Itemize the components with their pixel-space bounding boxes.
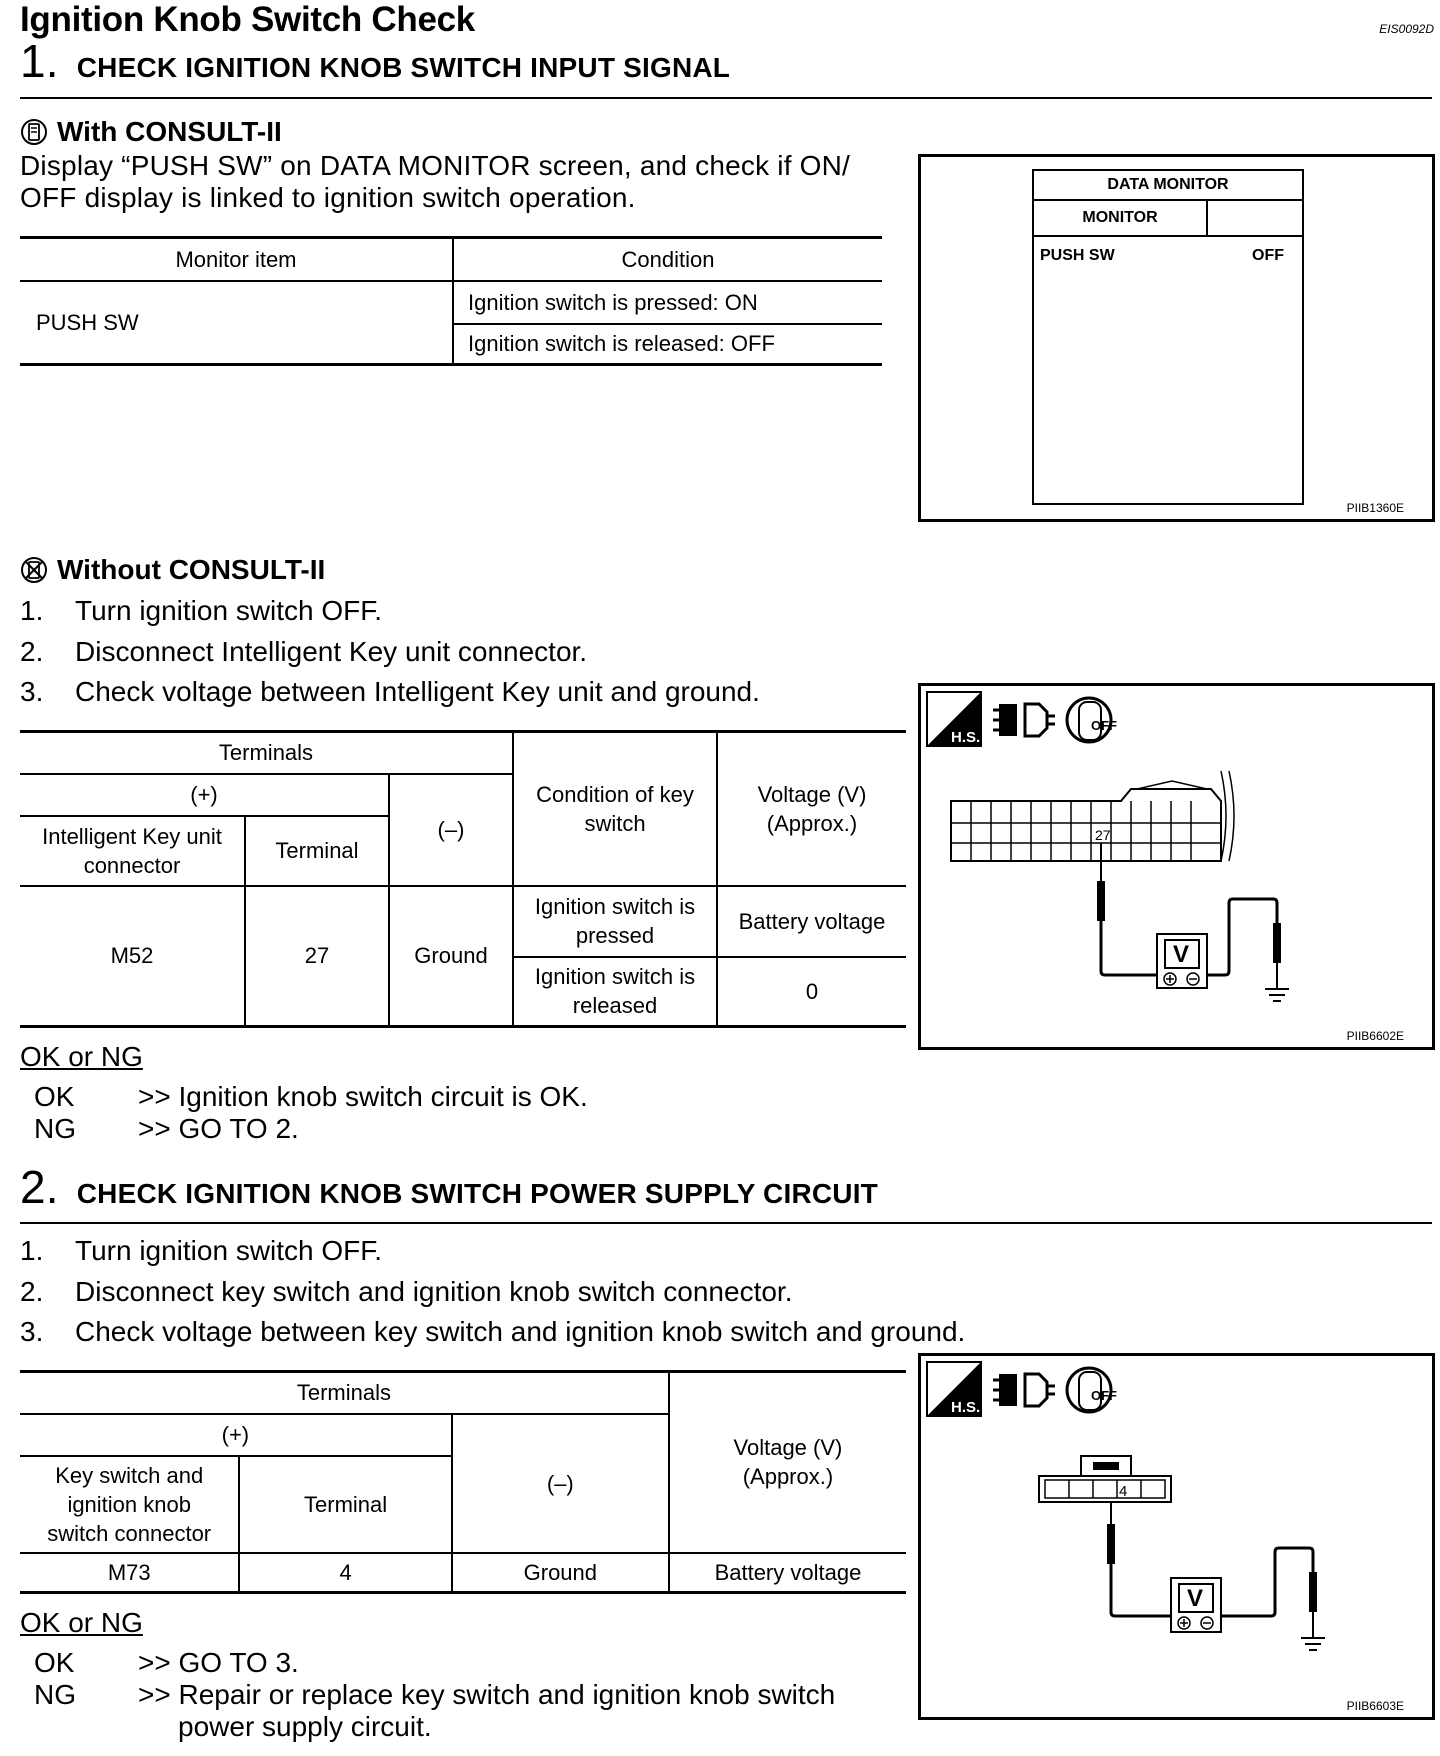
voltage-header-line: Voltage (V)	[733, 1435, 843, 1461]
plus-header: (+)	[20, 1414, 452, 1456]
step-2-rule	[20, 1222, 1432, 1224]
terminals-table-2	[20, 1370, 906, 1594]
step-2-instruction	[20, 1315, 965, 1349]
connector-header-line: switch connector	[47, 1520, 212, 1546]
instruction-number: 3.	[20, 676, 44, 707]
instruction-number: 3.	[20, 1316, 44, 1347]
voltage-header-line: Voltage (V)	[757, 781, 867, 807]
step-2-title: CHECK IGNITION KNOB SWITCH POWER SUPPLY CIRCUIT	[76, 1178, 878, 1209]
plus-header: (+)	[20, 774, 389, 816]
condition-line: pressed	[575, 923, 655, 948]
document-code: EIS0092D	[1379, 22, 1434, 36]
ng-result: >> Repair or replace key switch and ignition knob switch	[138, 1679, 836, 1710]
ng-key: NG	[34, 1679, 76, 1710]
terminals-header: Terminals	[20, 1372, 669, 1414]
minus-header: (–)	[389, 774, 513, 886]
instruction-number: 1.	[20, 1235, 44, 1266]
minus-header: (–)	[452, 1414, 669, 1553]
key-off-icon	[1067, 698, 1117, 742]
voltmeter-label: V	[1187, 1585, 1204, 1612]
condition-line: released	[572, 993, 658, 1019]
monitor-row-value: OFF	[1252, 247, 1284, 264]
condition-pressed: Ignition switch is pressed: ON	[468, 289, 758, 315]
connector-disconnect-icon	[993, 704, 1055, 736]
key-off-label: OFF	[1091, 1388, 1117, 1403]
description-line-1: Display “PUSH SW” on DATA MONITOR screen, and check if ON/	[20, 150, 851, 181]
voltage-pressed: Battery voltage	[738, 908, 886, 934]
instruction-number: 2.	[20, 636, 44, 667]
condition-header	[513, 732, 717, 886]
ok-row	[34, 1081, 588, 1113]
step-2-number: 2.	[20, 1161, 59, 1213]
step-2-heading	[20, 1160, 878, 1214]
condition-line: Ignition switch is	[534, 964, 696, 990]
ng-key: NG	[34, 1113, 76, 1144]
terminal-value: 27	[245, 886, 389, 1027]
key-switch-voltage-figure	[918, 1353, 1435, 1720]
terminal-header: Terminal	[245, 816, 389, 886]
ng-row-continuation: power supply circuit.	[178, 1711, 432, 1742]
instruction-number: 2.	[20, 1276, 44, 1307]
instruction-text: Turn ignition switch OFF.	[75, 1235, 383, 1266]
key-off-label: OFF	[1091, 718, 1117, 733]
ok-row	[34, 1647, 299, 1679]
terminals-header: Terminals	[20, 732, 513, 774]
voltage-header	[669, 1372, 906, 1553]
step-1-heading	[20, 34, 730, 88]
monitor-item-value: PUSH SW	[20, 281, 453, 365]
voltmeter-icon	[1171, 1578, 1221, 1632]
voltage-header	[717, 732, 906, 886]
with-consult-description	[20, 150, 900, 214]
voltage-header-line: (Approx.)	[742, 1464, 834, 1490]
with-consult-heading	[20, 116, 282, 148]
condition-pressed-cell	[513, 886, 717, 957]
connector-header-line: Intelligent Key unit	[42, 823, 222, 849]
condition-header-line: switch	[584, 810, 646, 836]
instruction-text: Disconnect key switch and ignition knob switch connector.	[75, 1276, 793, 1307]
step-1-number: 1.	[20, 35, 59, 87]
ok-key: OK	[34, 1647, 75, 1678]
instruction-number: 1.	[20, 595, 44, 626]
ok-result: >> Ignition knob switch circuit is OK.	[138, 1081, 588, 1112]
terminal-header: Terminal	[239, 1456, 451, 1553]
hs-icon-label: H.S.	[951, 729, 981, 746]
hs-icon-label: H.S.	[951, 1399, 981, 1416]
step-1-instruction	[20, 594, 382, 628]
data-monitor-figure	[918, 154, 1435, 522]
ok-ng-heading: OK or NG	[20, 1041, 143, 1072]
hs-icon	[927, 692, 981, 746]
condition-released-cell	[513, 957, 717, 1027]
voltage-header-line: (Approx.)	[766, 810, 858, 836]
key-off-icon	[1067, 1368, 1117, 1412]
consult-icon	[20, 118, 48, 146]
no-consult-icon	[20, 556, 48, 584]
connector-disconnect-icon	[993, 1374, 1055, 1406]
description-line-2: OFF display is linked to ignition switch operation.	[20, 182, 636, 213]
connector-body	[1039, 1456, 1171, 1502]
monitor-label: MONITOR	[1034, 201, 1208, 235]
ground-value: Ground	[452, 1553, 669, 1593]
monitor-item-table	[20, 236, 882, 366]
ng-row	[34, 1113, 299, 1145]
condition-released: Ignition switch is released: OFF	[468, 331, 775, 357]
voltage-value: Battery voltage	[714, 1559, 862, 1585]
figure-code: PIIB6603E	[1346, 1699, 1404, 1713]
instruction-text: Turn ignition switch OFF.	[75, 595, 383, 626]
instruction-text: Disconnect Intelligent Key unit connector.	[75, 636, 588, 667]
connector-body	[951, 771, 1234, 861]
figure-code: PIIB6602E	[1346, 1029, 1404, 1043]
step-2-instruction	[20, 1234, 382, 1268]
voltmeter-label: V	[1173, 941, 1190, 968]
step-2-instruction	[20, 1275, 793, 1309]
ok-result: >> GO TO 3.	[138, 1647, 299, 1678]
pin-27-label: 27	[1095, 827, 1111, 843]
page-title: Ignition Knob Switch Check	[20, 0, 475, 39]
step-1-rule	[20, 97, 1432, 99]
step-1-instruction	[20, 635, 587, 669]
ok-key: OK	[34, 1081, 75, 1112]
instruction-text: Check voltage between Intelligent Key unit and ground.	[75, 676, 760, 707]
data-monitor-title: DATA MONITOR	[1034, 171, 1302, 201]
ng-result: >> GO TO 2.	[138, 1113, 299, 1144]
without-consult-heading	[20, 554, 325, 586]
connector-header-line: connector	[83, 852, 181, 878]
with-consult-label: With CONSULT-II	[57, 116, 282, 147]
connector-header-line: ignition knob	[67, 1491, 191, 1517]
connector-header-line: Key switch and	[55, 1462, 204, 1488]
ok-ng-heading: OK or NG	[20, 1607, 143, 1638]
header-condition: Condition	[621, 246, 715, 272]
connector-header	[20, 816, 245, 886]
data-monitor-row	[1034, 237, 1302, 265]
hs-icon	[927, 1362, 981, 1416]
data-monitor-screen	[1032, 169, 1304, 505]
step-1-title: CHECK IGNITION KNOB SWITCH INPUT SIGNAL	[76, 52, 731, 83]
condition-line: Ignition switch is	[534, 894, 696, 919]
ng-row	[34, 1679, 835, 1711]
condition-header-line: Condition of key	[536, 781, 694, 807]
monitor-row-item: PUSH SW	[1040, 247, 1115, 264]
instruction-text: Check voltage between key switch and ignition knob switch and ground.	[75, 1316, 966, 1347]
pin-4-label: 4	[1119, 1483, 1128, 1500]
figure-code: PIIB1360E	[1346, 501, 1404, 515]
without-consult-label: Without CONSULT-II	[57, 554, 326, 585]
step-1-instruction	[20, 675, 760, 709]
key-unit-diagram	[921, 686, 1432, 1047]
terminals-table-1	[20, 730, 906, 1028]
connector-value: M52	[20, 886, 245, 1027]
key-switch-diagram	[921, 1356, 1432, 1717]
header-monitor-item: Monitor item	[20, 238, 453, 281]
connector-value: M73	[20, 1553, 239, 1593]
connector-header	[20, 1456, 239, 1553]
voltage-released: 0	[805, 978, 819, 1004]
voltmeter-icon	[1157, 934, 1207, 988]
data-monitor-header	[1034, 201, 1302, 237]
terminal-value: 4	[239, 1553, 451, 1593]
ground-value: Ground	[389, 886, 513, 1027]
key-unit-voltage-figure	[918, 683, 1435, 1050]
